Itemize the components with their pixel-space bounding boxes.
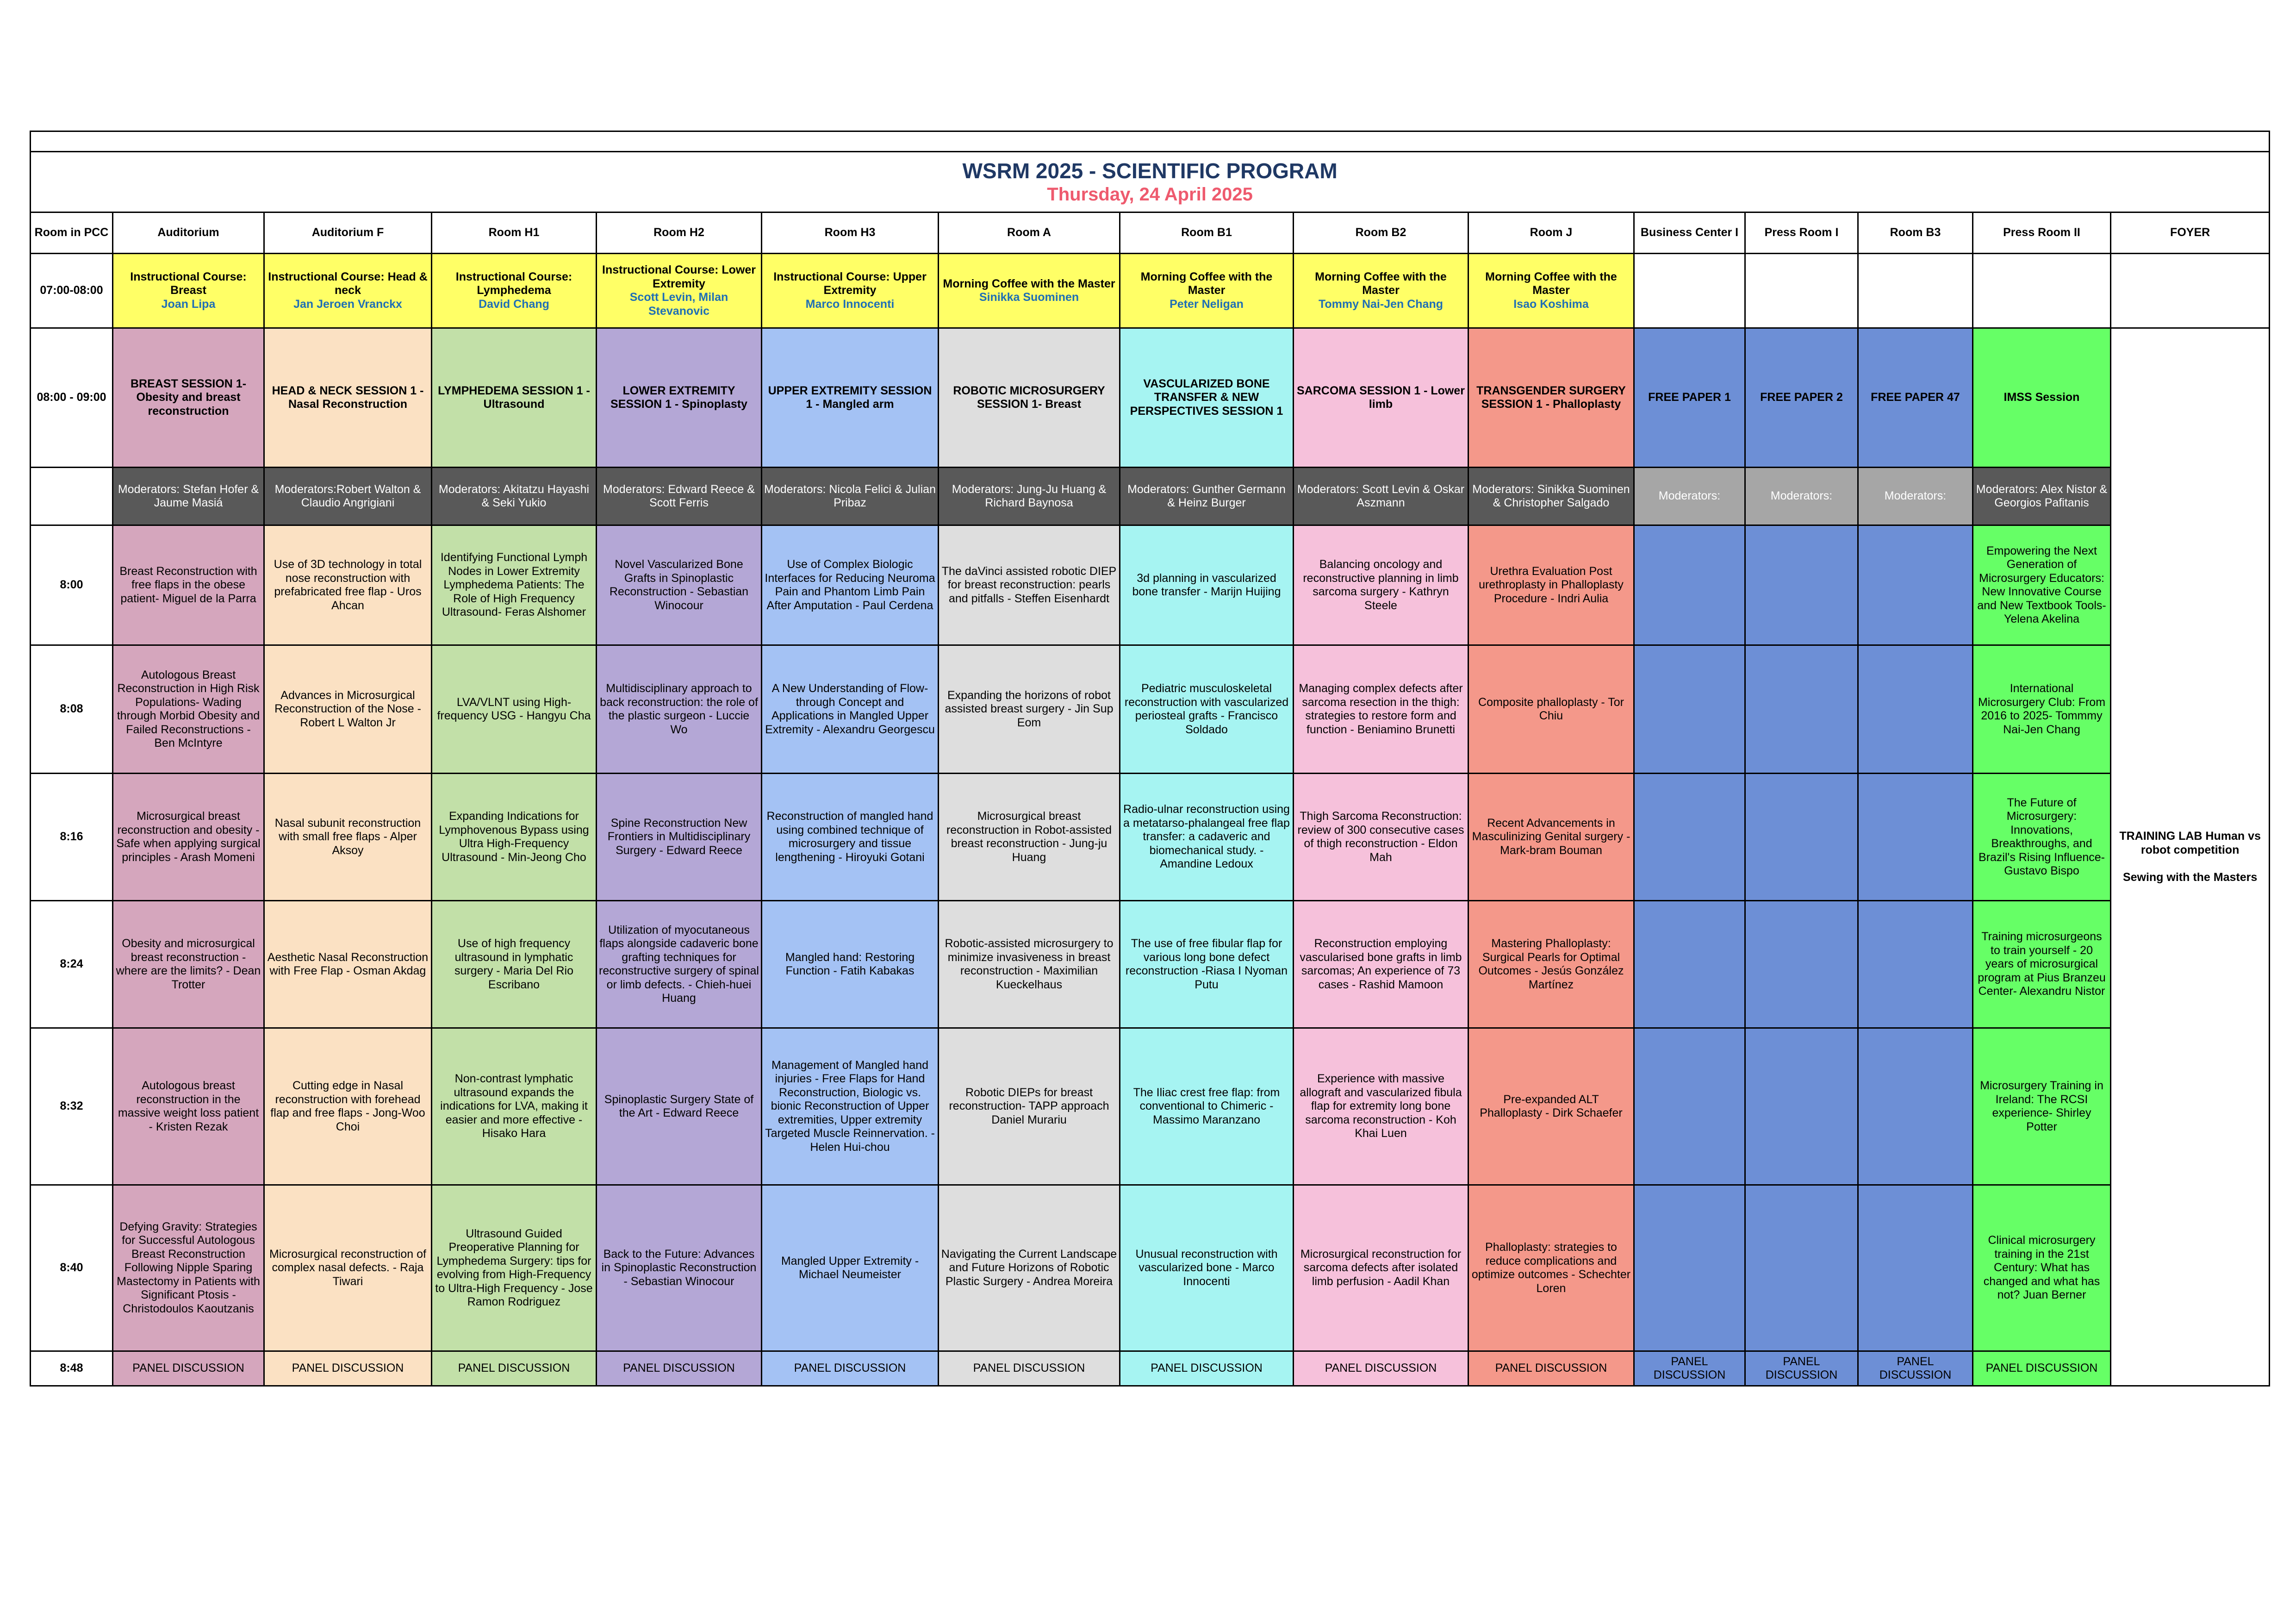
session-title: ROBOTIC MICROSURGERY SESSION 1- Breast [939, 328, 1120, 468]
talk-cell: Multidisciplinary approach to back reconstruction: the role of the plastic surgeon - Luccie Wo [597, 645, 762, 774]
talk-cell: Pre-expanded ALT Phalloplasty - Dirk Schaefer [1468, 1028, 1634, 1185]
talk-cell: 3d planning in vascularized bone transfer - Marijn Huijing [1120, 525, 1294, 645]
talk-cell [1745, 525, 1858, 645]
moderators-cell: Moderators: Stefan Hofer & Jaume Masiá [113, 468, 264, 525]
course-speaker: David Chang [479, 297, 549, 311]
panel-discussion: PANEL DISCUSSION [1634, 1351, 1745, 1386]
instructional-cell [597, 254, 762, 328]
talk-time: 8:16 [31, 774, 113, 901]
course-speaker: Tommy Nai-Jen Chang [1318, 297, 1444, 311]
talk-cell: Navigating the Current Landscape and Future Horizons of Robotic Plastic Surgery - Andrea Moreira [939, 1185, 1120, 1351]
session-title: VASCULARIZED BONE TRANSFER & NEW PERSPECTIVES SESSION 1 [1120, 328, 1294, 468]
talk-cell: Defying Gravity: Strategies for Successful Autologous Breast Reconstruction Following Nipple Sparing Mastectomy in Patients with Significant Ptosis - Christodoulos Kaoutzanis [113, 1185, 264, 1351]
panel-discussion: PANEL DISCUSSION [1858, 1351, 1973, 1386]
session-title: LYMPHEDEMA SESSION 1 - Ultrasound [432, 328, 597, 468]
instructional-time: 07:00-08:00 [31, 254, 113, 328]
session-title: TRANSGENDER SURGERY SESSION 1 - Phalloplasty [1468, 328, 1634, 468]
talk-cell [1745, 645, 1858, 774]
talk-cell: Cutting edge in Nasal reconstruction with forehead flap and free flaps - Jong-Woo Choi [264, 1028, 432, 1185]
room-name: Press Room I [1745, 212, 1858, 254]
talk-time: 8:00 [31, 525, 113, 645]
talk-cell: Urethra Evaluation Post urethroplasty in Phalloplasty Procedure - Indri Aulia [1468, 525, 1634, 645]
room-name: Auditorium F [264, 212, 432, 254]
moderators-cell: Moderators: Scott Levin & Oskar Aszmann [1294, 468, 1468, 525]
panel-discussion: PANEL DISCUSSION [1973, 1351, 2111, 1386]
course-title: Morning Coffee with the Master [1315, 270, 1447, 297]
room-name: Room H1 [432, 212, 597, 254]
session-title: UPPER EXTREMITY SESSION 1 - Mangled arm [762, 328, 939, 468]
talk-cell: Composite phalloplasty - Tor Chiu [1468, 645, 1634, 774]
course-title: Instructional Course: Lower Extremity [602, 263, 756, 290]
session-time: 08:00 - 09:00 [31, 328, 113, 468]
talk-cell: Microsurgical reconstruction of complex nasal defects. - Raja Tiwari [264, 1185, 432, 1351]
talk-cell: Mangled hand: Restoring Function - Fatih Kabakas [762, 901, 939, 1028]
talk-cell: Radio-ulnar reconstruction using a metatarso-phalangeal free flap transfer: a cadaveric and biomechanical study. - Amandine Ledoux [1120, 774, 1294, 901]
talk-cell: Nasal subunit reconstruction with small free flaps - Alper Aksoy [264, 774, 432, 901]
talk-cell [1745, 901, 1858, 1028]
course-title: Instructional Course: Head & neck [268, 270, 428, 297]
moderators-cell: Moderators: Gunther Germann & Heinz Burger [1120, 468, 1294, 525]
moderators-cell: Moderators: [1858, 468, 1973, 525]
talk-cell: Microsurgical breast reconstruction in Robot-assisted breast reconstruction - Jung-ju Huang [939, 774, 1120, 901]
room-name: Press Room II [1973, 212, 2111, 254]
room-header: Room in PCC [31, 212, 113, 254]
course-speaker: Isao Koshima [1513, 297, 1589, 311]
talk-cell: Phalloplasty: strategies to reduce complications and optimize outcomes - Schechter Loren [1468, 1185, 1634, 1351]
talk-cell [1858, 645, 1973, 774]
talk-cell [1745, 1028, 1858, 1185]
instructional-cell [1745, 254, 1858, 328]
moderators-cell: Moderators: [1745, 468, 1858, 525]
talk-cell: LVA/VLNT using High-frequency USG - Hangyu Cha [432, 645, 597, 774]
session-title: FREE PAPER 1 [1634, 328, 1745, 468]
course-title: Instructional Course: Upper Extremity [773, 270, 927, 297]
moderators-cell: Moderators: Jung-Ju Huang & Richard Baynosa [939, 468, 1120, 525]
instructional-cell [1468, 254, 1634, 328]
course-speaker: Jan Jeroen Vranckx [293, 297, 402, 311]
course-speaker: Scott Levin, Milan Stevanovic [629, 291, 728, 318]
session-title: SARCOMA SESSION 1 - Lower limb [1294, 328, 1468, 468]
talk-cell [1634, 525, 1745, 645]
instructional-cell [939, 254, 1120, 328]
talk-cell: A New Understanding of Flow-through Concept and Applications in Mangled Upper Extremity - Alexandru Georgescu [762, 645, 939, 774]
talk-cell: Spine Reconstruction New Frontiers in Multidisciplinary Surgery - Edward Reece [597, 774, 762, 901]
session-title: HEAD & NECK SESSION 1 - Nasal Reconstruction [264, 328, 432, 468]
moderators-cell: Moderators: Edward Reece & Scott Ferris [597, 468, 762, 525]
moderators-cell: Moderators: Akitatzu Hayashi & Seki Yukio [432, 468, 597, 525]
talk-cell: Unusual reconstruction with vascularized bone - Marco Innocenti [1120, 1185, 1294, 1351]
course-title: Morning Coffee with the Master [943, 277, 1115, 290]
foyer-line-2: Sewing with the Masters [2122, 870, 2258, 884]
talk-cell: Managing complex defects after sarcoma resection in the thigh: strategies to restore form and function - Beniamino Brunetti [1294, 645, 1468, 774]
talk-cell: Experience with massive allograft and vascularized fibula flap for extremity long bone sarcoma reconstruction - Koh Khai Luen [1294, 1028, 1468, 1185]
talk-cell: The use of free fibular flap for various long bone defect reconstruction -Riasa I Nyoman Putu [1120, 901, 1294, 1028]
panel-discussion: PANEL DISCUSSION [1468, 1351, 1634, 1386]
talk-cell: Microsurgical breast reconstruction and obesity - Safe when applying surgical principles - Arash Momeni [113, 774, 264, 901]
talk-cell: Reconstruction employing vascularised bone grafts in limb sarcomas; An experience of 73 cases - Rashid Mamoon [1294, 901, 1468, 1028]
session-title: BREAST SESSION 1- Obesity and breast reconstruction [113, 328, 264, 468]
talk-cell: Use of Complex Biologic Interfaces for Reducing Neuroma Pain and Phantom Limb Pain After Amputation - Paul Cerdena [762, 525, 939, 645]
program-title: WSRM 2025 - SCIENTIFIC PROGRAM [962, 159, 1338, 183]
panel-discussion: PANEL DISCUSSION [1120, 1351, 1294, 1386]
foyer-header: FOYER [2111, 212, 2270, 254]
moderator-time-empty [31, 468, 113, 525]
panel-discussion: PANEL DISCUSSION [939, 1351, 1120, 1386]
talk-cell [1858, 1185, 1973, 1351]
talk-cell: Ultrasound Guided Preoperative Planning for Lymphedema Surgery: tips for evolving from High-Frequency to Ultra-High Frequency - Jose Ramon Rodriguez [432, 1185, 597, 1351]
course-title: Instructional Course: Breast [130, 270, 247, 297]
panel-discussion: PANEL DISCUSSION [762, 1351, 939, 1386]
talk-cell: The daVinci assisted robotic DIEP for breast reconstruction: pearls and pitfalls - Steffen Eisenhardt [939, 525, 1120, 645]
instructional-cell [1973, 254, 2111, 328]
talk-cell: Obesity and microsurgical breast reconstruction - where are the limits? - Dean Trotter [113, 901, 264, 1028]
talk-cell: Autologous breast reconstruction in the massive weight loss patient - Kristen Rezak [113, 1028, 264, 1185]
panel-time: 8:48 [31, 1351, 113, 1386]
moderators-cell: Moderators:Robert Walton & Claudio Angrigiani [264, 468, 432, 525]
course-speaker: Joan Lipa [161, 297, 216, 311]
course-title: Morning Coffee with the Master [1140, 270, 1273, 297]
talk-cell: Management of Mangled hand injuries - Free Flaps for Hand Reconstruction, Biologic vs. bionic Reconstruction of Upper extremities, Upper extremity Targeted Muscle Reinnervation. - Helen Hui-chou [762, 1028, 939, 1185]
talk-cell [1745, 774, 1858, 901]
talk-cell: Breast Reconstruction with free flaps in the obese patient- Miguel de la Parra [113, 525, 264, 645]
talk-cell: Spinoplastic Surgery State of the Art - Edward Reece [597, 1028, 762, 1185]
talk-cell: Empowering the Next Generation of Microsurgery Educators: New Innovative Course and New Textbook Tools- Yelena Akelina [1973, 525, 2111, 645]
talk-cell: Autologous Breast Reconstruction in High Risk Populations- Wading through Morbid Obesity and Failed Reconstructions - Ben McIntyre [113, 645, 264, 774]
talk-cell: Expanding the horizons of robot assisted breast surgery - Jin Sup Eom [939, 645, 1120, 774]
talk-cell: Use of high frequency ultrasound in lymphatic surgery - Maria Del Rio Escribano [432, 901, 597, 1028]
room-name: Room B2 [1294, 212, 1468, 254]
instructional-cell [432, 254, 597, 328]
session-title: FREE PAPER 47 [1858, 328, 1973, 468]
talk-cell: Mastering Phalloplasty: Surgical Pearls for Optimal Outcomes - Jesús González Martínez [1468, 901, 1634, 1028]
panel-discussion: PANEL DISCUSSION [1294, 1351, 1468, 1386]
talk-cell: The Iliac crest free flap: from conventional to Chimeric - Massimo Maranzano [1120, 1028, 1294, 1185]
talk-cell: Robotic-assisted microsurgery to minimize invasiveness in breast reconstruction - Maximilian Kueckelhaus [939, 901, 1120, 1028]
talk-cell: Recent Advancements in Masculinizing Genital surgery - Mark-bram Bouman [1468, 774, 1634, 901]
talk-cell [1858, 525, 1973, 645]
talk-cell: Back to the Future: Advances in Spinoplastic Reconstruction - Sebastian Winocour [597, 1185, 762, 1351]
talk-cell [1745, 1185, 1858, 1351]
talk-cell: Microsurgery Training in Ireland: The RCSI experience- Shirley Potter [1973, 1028, 2111, 1185]
talk-time: 8:32 [31, 1028, 113, 1185]
instructional-cell [1634, 254, 1745, 328]
instructional-cell [1858, 254, 1973, 328]
course-speaker: Marco Innocenti [805, 297, 895, 311]
talk-cell: Identifying Functional Lymph Nodes in Lower Extremity Lymphedema Patients: The Role of High Frequency Ultrasound- Feras Alshomer [432, 525, 597, 645]
instructional-cell [264, 254, 432, 328]
talk-cell [1634, 1185, 1745, 1351]
panel-discussion: PANEL DISCUSSION [432, 1351, 597, 1386]
talk-cell: Expanding Indications for Lymphovenous Bypass using Ultra High-Frequency Ultrasound - Min-Jeong Cho [432, 774, 597, 901]
schedule-table [30, 131, 2270, 1387]
foyer-training-lab [2111, 328, 2270, 1386]
talk-cell: Non-contrast lymphatic ultrasound expands the indications for LVA, making it easier and more effective - Hisako Hara [432, 1028, 597, 1185]
room-name: Room B3 [1858, 212, 1973, 254]
panel-discussion: PANEL DISCUSSION [1745, 1351, 1858, 1386]
room-name: Room J [1468, 212, 1634, 254]
instructional-cell [113, 254, 264, 328]
talk-cell: Novel Vascularized Bone Grafts in Spinoplastic Reconstruction - Sebastian Winocour [597, 525, 762, 645]
instructional-cell [1294, 254, 1468, 328]
course-title: Morning Coffee with the Master [1485, 270, 1617, 297]
moderators-cell: Moderators: Alex Nistor & Georgios Pafitanis [1973, 468, 2111, 525]
room-name: Business Center I [1634, 212, 1745, 254]
room-name: Room H3 [762, 212, 939, 254]
title-cell [31, 152, 2270, 212]
talk-cell [1858, 1028, 1973, 1185]
talk-cell [1634, 901, 1745, 1028]
panel-discussion: PANEL DISCUSSION [597, 1351, 762, 1386]
talk-cell [1858, 901, 1973, 1028]
talk-cell: Aesthetic Nasal Reconstruction with Free Flap - Osman Akdag [264, 901, 432, 1028]
talk-cell: The Future of Microsurgery: Innovations, Breakthroughs, and Brazil's Rising Influence- Gustavo Bispo [1973, 774, 2111, 901]
moderators-cell: Moderators: Nicola Felici & Julian Pribaz [762, 468, 939, 525]
talk-cell [1858, 774, 1973, 901]
moderators-cell: Moderators: [1634, 468, 1745, 525]
talk-cell [1634, 1028, 1745, 1185]
program-date: Thursday, 24 April 2025 [1047, 184, 1253, 205]
session-title: LOWER EXTREMITY SESSION 1 - Spinoplasty [597, 328, 762, 468]
talk-cell: Use of 3D technology in total nose reconstruction with prefabricated free flap - Uros Ahcan [264, 525, 432, 645]
panel-discussion: PANEL DISCUSSION [264, 1351, 432, 1386]
talk-cell: Advances in Microsurgical Reconstruction of the Nose - Robert L Walton Jr [264, 645, 432, 774]
talk-cell: Training microsurgeons to train yourself - 20 years of microsurgical program at Pius Branzeu Center- Alexandru Nistor [1973, 901, 2111, 1028]
foyer-empty [2111, 254, 2270, 328]
talk-cell: International Microsurgery Club: From 2016 to 2025- Tommmy Nai-Jen Chang [1973, 645, 2111, 774]
talk-cell [1634, 774, 1745, 901]
talk-cell: Mangled Upper Extremity - Michael Neumeister [762, 1185, 939, 1351]
instructional-cell [1120, 254, 1294, 328]
talk-cell: Reconstruction of mangled hand using combined technique of microsurgery and tissue lengthening - Hiroyuki Gotani [762, 774, 939, 901]
course-speaker: Peter Neligan [1170, 297, 1244, 311]
talk-cell: Clinical microsurgery training in the 21st Century: What has changed and what has not? Juan Berner [1973, 1185, 2111, 1351]
title-spacer [31, 131, 2270, 152]
talk-cell: Robotic DIEPs for breast reconstruction- TAPP approach Daniel Murariu [939, 1028, 1120, 1185]
talk-cell: Utilization of myocutaneous flaps alongside cadaveric bone grafting techniques for reconstructive surgery of spinal or limb defects. - Chieh-huei Huang [597, 901, 762, 1028]
room-name: Room H2 [597, 212, 762, 254]
talk-time: 8:40 [31, 1185, 113, 1351]
talk-cell [1634, 645, 1745, 774]
talk-cell: Pediatric musculoskeletal reconstruction with vascularized periosteal grafts - Francisco Soldado [1120, 645, 1294, 774]
talk-cell: Thigh Sarcoma Reconstruction: review of 300 consecutive cases of thigh reconstruction - Eldon Mah [1294, 774, 1468, 901]
session-title: IMSS Session [1973, 328, 2111, 468]
foyer-line-1: TRAINING LAB Human vs robot competition [2119, 830, 2261, 856]
course-speaker: Sinikka Suominen [979, 291, 1079, 304]
course-title: Instructional Course: Lymphedema [455, 270, 572, 297]
panel-discussion: PANEL DISCUSSION [113, 1351, 264, 1386]
talk-time: 8:08 [31, 645, 113, 774]
instructional-cell [762, 254, 939, 328]
room-name: Room A [939, 212, 1120, 254]
room-name: Auditorium [113, 212, 264, 254]
session-title: FREE PAPER 2 [1745, 328, 1858, 468]
moderators-cell: Moderators: Sinikka Suominen & Christopher Salgado [1468, 468, 1634, 525]
talk-cell: Microsurgical reconstruction for sarcoma defects after isolated limb perfusion - Aadil Khan [1294, 1185, 1468, 1351]
room-name: Room B1 [1120, 212, 1294, 254]
talk-time: 8:24 [31, 901, 113, 1028]
talk-cell: Balancing oncology and reconstructive planning in limb sarcoma surgery - Kathryn Steele [1294, 525, 1468, 645]
